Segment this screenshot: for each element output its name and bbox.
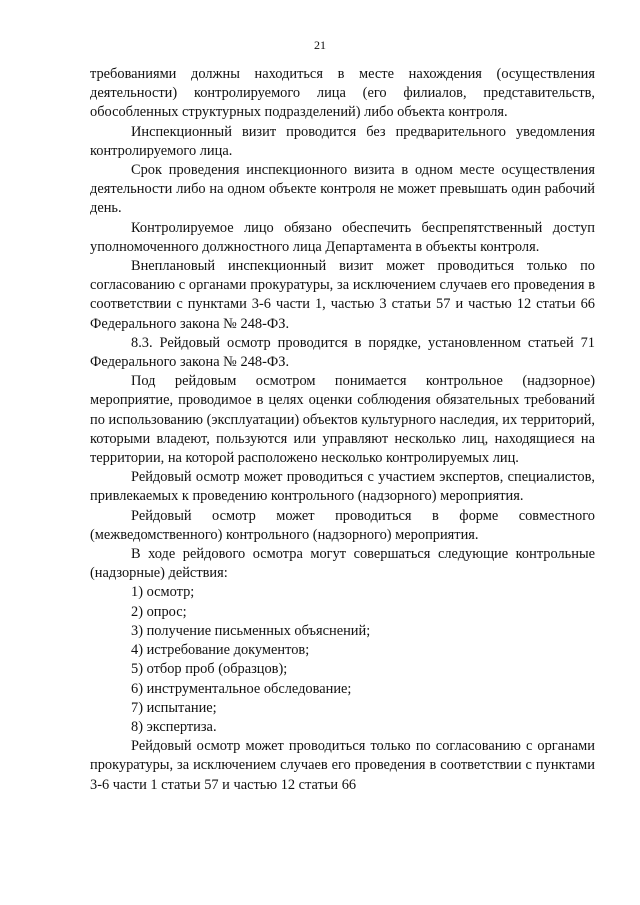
list-item: 1) осмотр; (131, 584, 195, 601)
document-body (90, 65, 595, 795)
list-item: 2) опрос; (131, 603, 187, 620)
paragraph-raid-prosecutor-approval: Рейдовый осмотр может проводиться только по согласованию с органами прокуратуры, за исключением случаев его проведения в соответствии с пунктами 3-6 части 1 статьи 57 и частью 12 статьи 66 (90, 738, 595, 793)
paragraph-inspection-visit-duration: Срок проведения инспекционного визита в одном месте осуществления деятельности либо на одном объекте контроля не может превышать один рабочий день. (90, 162, 595, 217)
list-item: 4) истребование документов; (131, 642, 310, 659)
list-item: 8) экспертиза. (131, 718, 217, 735)
paragraph-raid-inspection-definition: Под рейдовым осмотром понимается контрольное (надзорное) мероприятие, проводимое в целях оценки соблюдения обязательных требований по использованию (эксплуатации) объектов культурного наследия, их территорий, которыми владеют, пользуются или управляют несколько лиц, находящиеся на территории, на которой расположено несколько контролируемых лиц. (90, 373, 595, 467)
paragraph-inspection-visit-no-notice: Инспекционный визит проводится без предварительного уведомления контролируемого лица. (90, 123, 595, 159)
paragraph-access-obligation: Контролируемое лицо обязано обеспечить беспрепятственный доступ уполномоченного должностного лица Департамента в объекты контроля. (90, 219, 595, 255)
paragraph-raid-actions-intro: В ходе рейдового осмотра могут совершаться следующие контрольные (надзорные) действия: (90, 546, 595, 582)
paragraph-raid-joint-form: Рейдовый осмотр может проводиться в форме совместного (межведомственного) контрольного (надзорного) мероприятия. (90, 507, 595, 543)
list-item: 6) инструментальное обследование; (131, 680, 352, 697)
list-item: 5) отбор проб (образцов); (131, 661, 288, 678)
list-item: 3) получение письменных объяснений; (131, 622, 371, 639)
paragraph-continued: требованиями должны находиться в месте нахождения (осуществления деятельности) контролируемого лица (его филиалов, представительств, обособленных структурных подразделений) либо объекта контроля. (90, 66, 595, 121)
list-item: 7) испытание; (131, 699, 217, 716)
paragraph-unscheduled-visit: Внеплановый инспекционный визит может проводиться только по согласованию с органами прокуратуры, за исключением случаев его проведения в соответствии с пунктами 3-6 части 1, частью 3 статьи 57 и частью 12 статьи 66 Федерального закона № 248-ФЗ. (90, 258, 595, 332)
paragraph-raid-experts: Рейдовый осмотр может проводиться с участием экспертов, специалистов, привлекаемых к проведению контрольного (надзорного) мероприятия. (90, 469, 595, 505)
paragraph-section-8-3: 8.3. Рейдовый осмотр проводится в порядке, установленном статьей 71 Федерального закона № 248-ФЗ. (90, 334, 595, 371)
page-number: 21 (314, 38, 326, 52)
